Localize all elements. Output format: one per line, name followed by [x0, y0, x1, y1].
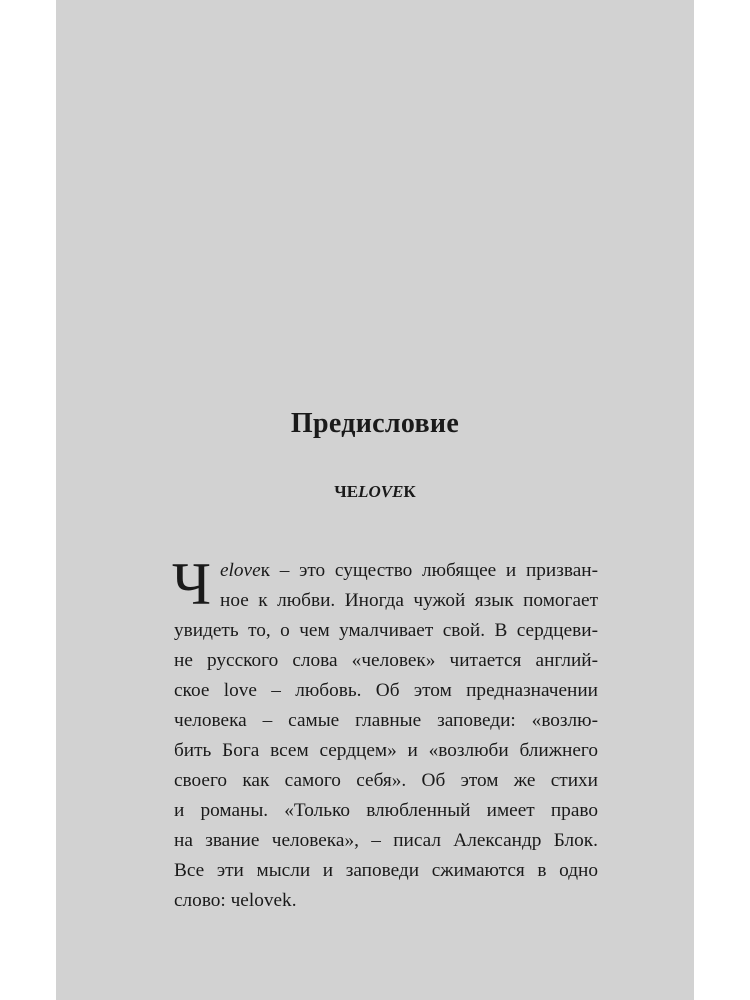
subtitle-suffix: К [403, 482, 416, 501]
body-line-2: ное к любви. Иногда чужой язык помогает [220, 590, 598, 611]
body-line-3: увидеть то, о чем умалчивает свой. В сердцеви- [174, 620, 598, 641]
body-line-1-text [174, 560, 598, 581]
body-line-7: бить Бога всем сердцем» и «возлюби ближнего [174, 740, 598, 761]
body-line-8: своего как самого себя». Об этом же стихи [174, 770, 598, 791]
first-line-rest: к – это существо любящее и призван- [260, 560, 598, 581]
body-line-11: Все эти мысли и заповеди сжимаются в одно [174, 860, 598, 881]
book-page [56, 0, 694, 1000]
body-line-10: на звание человека», – писал Александр Блок. [174, 830, 598, 851]
subtitle-italic: LOVE [358, 482, 404, 501]
body-line-5: ское love – любовь. Об этом предназначении [174, 680, 598, 701]
body-line-6: человека – самые главные заповеди: «возлю- [174, 710, 598, 731]
body-paragraph [172, 551, 598, 916]
drop-cap: Ч [172, 551, 211, 617]
body-line-4: не русского слова «человек» читается англий- [174, 650, 598, 671]
subtitle-prefix: ЧЕ [334, 482, 359, 501]
chapter-title: Предисловие [290, 408, 460, 439]
body-line-12: слово: чelovek. [174, 890, 297, 911]
chapter-subtitle [56, 482, 694, 502]
first-word-italic: elove [220, 560, 261, 581]
body-line-9: и романы. «Только влюбленный имеет право [174, 800, 598, 821]
